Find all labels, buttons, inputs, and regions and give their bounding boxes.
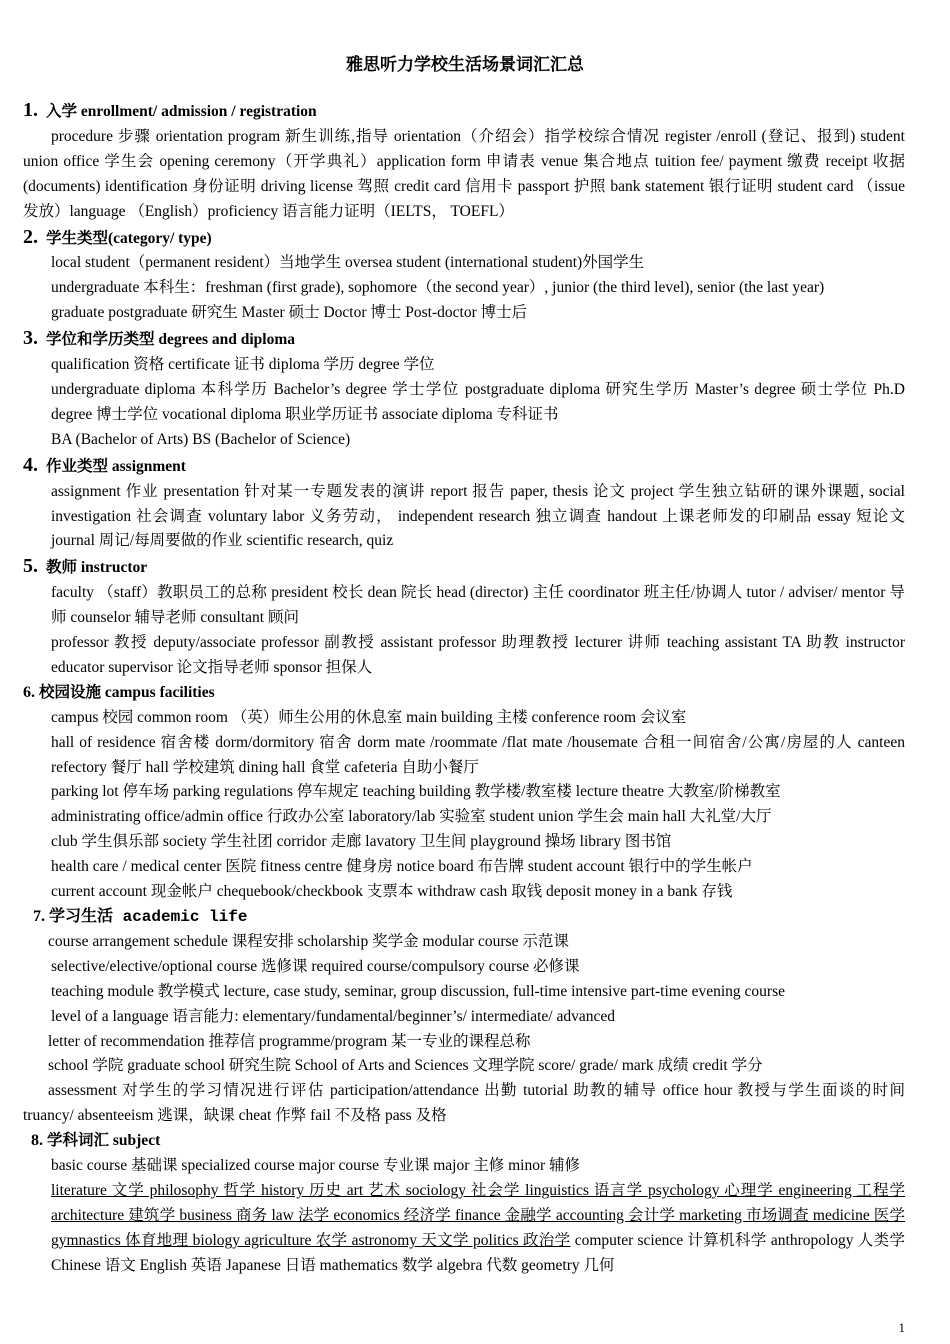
paragraph: level of a language 语言能力: elementary/fundamental/beginner’s/ intermediate/ advanced [51, 1007, 615, 1025]
section-heading-instructor: 5. 教师 instructor [23, 555, 148, 578]
paragraph: campus 校园 common room （英）师生公用的休息室 main building 主楼 conference room 会议室 [51, 708, 687, 726]
paragraph: parking lot 停车场 parking regulations 停车规定 teaching building 教学楼/教室楼 lecture theatre 大教室/阶梯教室 [51, 783, 781, 801]
paragraph: school 学院 graduate school 研究生院 School of Arts and Sciences 文理学院 score/ grade/ mark 成绩 credit 学分 [48, 1057, 763, 1075]
section-heading-assignment: 4. 作业类型 assignment [23, 453, 186, 476]
paragraph: hall of residence 宿舍楼 dorm/dormitory 宿舍 dorm mate /roommate /flat mate /housemate 合租一间宿舍/公寓/房屋的人 canteen refectory 餐厅 hall 学校建筑 dining hall 食堂 cafeteria 自助小餐厅 [51, 733, 905, 776]
paragraph: club 学生俱乐部 society 学生社团 corridor 走廊 lavatory 卫生间 playground 操场 library 图书馆 [51, 833, 672, 851]
section-heading-enrollment: 1. 入学 enrollment/ admission / registration [23, 99, 317, 121]
paragraph: basic course 基础课 specialized course major course 专业课 major 主修 minor 辅修 [51, 1157, 581, 1175]
paragraph: assessment 对学生的学习情况进行评估 participation/attendance 出勤 tutorial 助教的辅导 office hour 教授与学生面谈的时间 truancy/ absenteeism 逃课，缺课 cheat 作弊 fail 不及格 pass 及格 [23, 1082, 905, 1125]
document-body [23, 98, 905, 1279]
section-heading-degrees: 3. 学位和学历类型 degrees and diploma [23, 327, 296, 350]
section-heading-subject: 8. 学科词汇 subject [31, 1132, 161, 1150]
page-number: 1 [898, 1320, 905, 1335]
paragraph: procedure 步骤 orientation program 新生训练,指导 orientation（介绍会）指学校综合情况 register /enroll (登记、报到) student union office 学生会 opening ceremony（开学典礼）application form 申请表 venue 集合地点 tuition fee/ payment 缴费 receipt 收据(documents) identification 身份证明 driving license 驾照 credit card 信用卡 passport 护照 bank statement 银行证明 student card （issue 发放）language （English）proficiency 语言能力证明（IELTS， TOEFL） [23, 127, 905, 220]
section-heading-student-types: 2. 学生类型(category/ type) [23, 225, 212, 248]
section-heading-academic-life: 7. 学习生活 academic life [33, 908, 248, 926]
section-heading-campus: 6. 校园设施 campus facilities [23, 683, 215, 701]
paragraph: current account 现金帐户 chequebook/checkbook 支票本 withdraw cash 取钱 deposit money in a bank 存钱 [51, 883, 733, 901]
paragraph: selective/elective/optional course 选修课 required course/compulsory course 必修课 [51, 957, 580, 975]
page-title: 雅思听力学校生活场景词汇汇总 [346, 55, 584, 74]
paragraph: teaching module 教学模式 lecture, case study, seminar, group discussion, full-time intensive part-time evening course [51, 982, 786, 1000]
paragraph: literature 文学 philosophy 哲学 history 历史 art 艺术 sociology 社会学 linguistics 语言学 psychology 心理学 engineering 工程学 architecture 建筑学 business 商务 law 法学 economics 经济学 finance 金融学 accounting 会计学 marketing 市场调查 medicine 医学 gymnastics 体育地理 biology agriculture 农学 astronomy 天文学 politics 政治学 computer science 计算机科学 anthropology 人类学 Chinese 语文 English 英语 Japanese 日语 mathematics 数学 algebra 代数 geometry 几何 [51, 1181, 906, 1274]
paragraph: undergraduate diploma 本科学历 Bachelor’s degree 学士学位 postgraduate diploma 研究生学历 Master’s degree 硕士学位 Ph.D degree 博士学位 vocational diploma 职业学历证书 associate diploma 专科证书 [51, 380, 905, 423]
paragraph: letter of recommendation 推荐信 programme/program 某一专业的课程总称 [48, 1032, 531, 1050]
paragraph: undergraduate 本科生：freshman (first grade), sophomore（the second year）, junior (the third level), senior (the last year) [51, 279, 825, 297]
paragraph: professor 教授 deputy/associate professor 副教授 assistant professor 助理教授 lecturer 讲师 teaching assistant TA 助教 instructor educator supervisor 论文指导老师 sponsor 担保人 [51, 634, 905, 676]
paragraph: qualification 资格 certificate 证书 diploma 学历 degree 学位 [51, 356, 435, 374]
paragraph: course arrangement schedule 课程安排 scholarship 奖学金 modular course 示范课 [48, 932, 569, 950]
paragraph: faculty （staff）教职员工的总称 president 校长 dean 院长 head (director) 主任 coordinator 班主任/协调人 tutor / adviser/ mentor 导师 counselor 辅导老师 consultant 顾问 [51, 584, 905, 627]
underlined-subjects: literature 文学 philosophy 哲学 history 历史 art 艺术 sociology 社会学 linguistics 语言学 psychology 心理学 engineering 工程学 architecture 建筑学 business 商务 law 法学 economics 经济学 finance 金融学 accounting 会计学 marketing 市场调查 medicine 医学 gymnastics 体育地理 biology agriculture 农学 astronomy 天文学 politics 政治学 [51, 1181, 905, 1249]
paragraph: assignment 作业 presentation 针对某一专题发表的演讲 report 报告 paper, thesis 论文 project 学生独立钻研的课外课题, social investigation 社会调查 voluntary labor 义务劳动， independent research 独立调查 handout 上课老师发的印刷品 essay 短论文 journal 周记/每周要做的作业 scientific research, quiz [51, 482, 905, 550]
paragraph: health care / medical center 医院 fitness centre 健身房 notice board 布告牌 student account 银行中的学生帐户 [51, 858, 753, 876]
paragraph: local student（permanent resident）当地学生 oversea student (international student)外国学生 [51, 254, 645, 272]
paragraph: administrating office/admin office 行政办公室 laboratory/lab 实验室 student union 学生会 main hall 大礼堂/大厅 [51, 808, 772, 826]
paragraph: graduate postgraduate 研究生 Master 硕士 Doctor 博士 Post-doctor 博士后 [51, 304, 528, 322]
paragraph: BA (Bachelor of Arts) BS (Bachelor of Science) [51, 430, 351, 448]
